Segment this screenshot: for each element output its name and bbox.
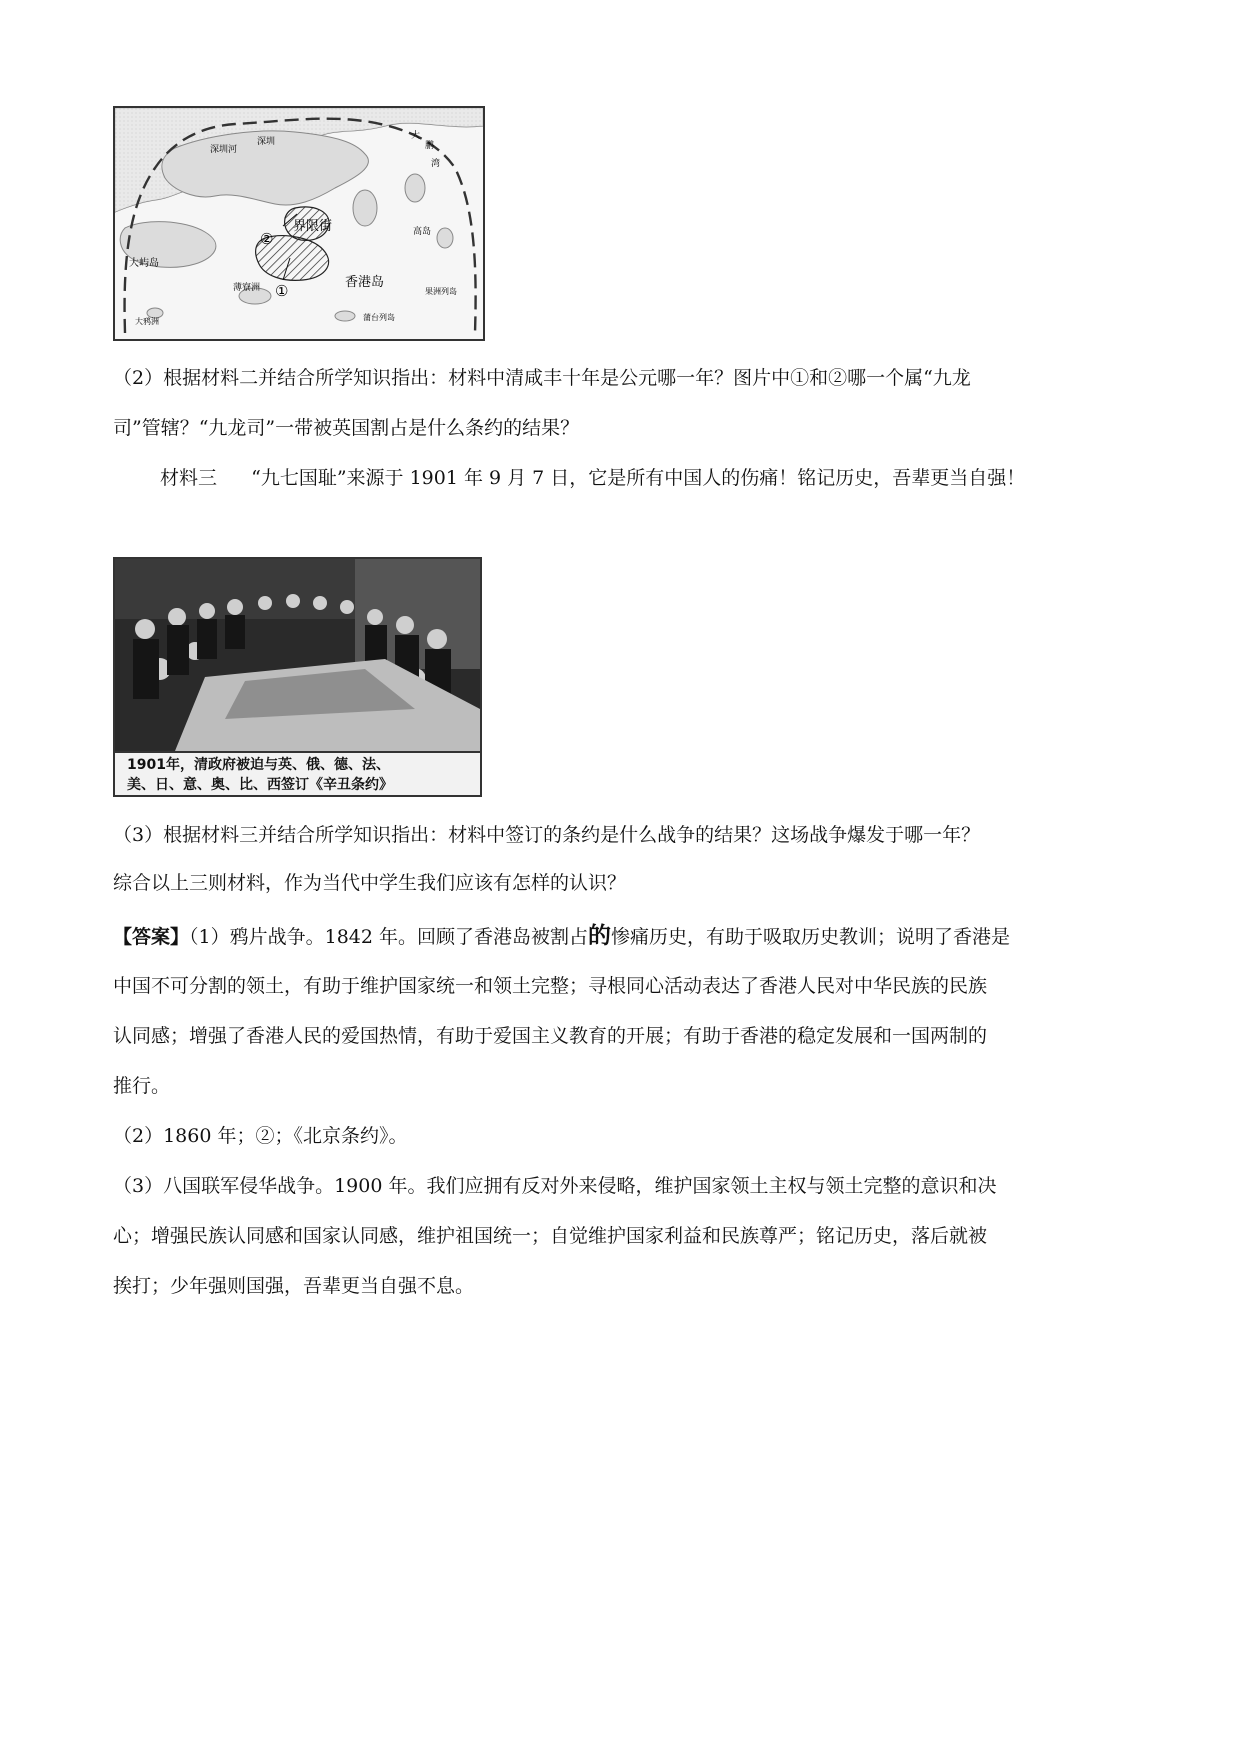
answer-1-line-4: 推行。 xyxy=(113,1075,171,1097)
label-boliaozhou: 薄寮洲 xyxy=(233,283,261,293)
material-3-text: “九七国耻”来源于 1901 年 9 月 7 日，它是所有中国人的伤痛！铭记历史，吾辈更当自强！ xyxy=(251,467,1026,489)
question-3-line-1: （3）根据材料三并结合所学知识指出：材料中签订的条约是什么战争的结果？这场战争爆发于哪一年？ xyxy=(113,824,981,846)
answer-2: （2）1860 年；②；《北京条约》。 xyxy=(113,1125,408,1147)
material-3 xyxy=(160,466,1025,490)
kowloon-map xyxy=(115,108,483,339)
label-shenzhen: 深圳 xyxy=(257,137,276,147)
label-marker-2: ② xyxy=(260,230,274,248)
label-gao-island: 高岛 xyxy=(413,227,432,237)
answer-3-line-2: 心；增强民族认同感和国家认同感，维护祖国统一；自觉维护国家利益和民族尊严；铭记历史，落后就被 xyxy=(113,1225,988,1247)
answer-1-line-3: 认同感；增强了香港人民的爱国热情，有助于爱国主义教育的开展；有助于香港的稳定发展和一国两制的 xyxy=(113,1025,988,1047)
label-marker-1: ① xyxy=(275,282,289,300)
label-hong-kong-island: 香港岛 xyxy=(345,275,385,290)
answer-label: 【答案】 xyxy=(113,926,190,948)
answer-1-text-a: （1）鸦片战争。1842 年。回顾了香港岛被割占 xyxy=(189,926,588,948)
photo-caption-line-1: 1901年，清政府被迫与英、俄、德、法、 xyxy=(127,757,390,773)
label-dayu-island: 大屿岛 xyxy=(129,258,159,269)
photo-caption-line-2: 美、日、意、奥、比、西签订《辛丑条约》 xyxy=(127,777,393,793)
label-jiexianjie: 界限街 xyxy=(293,219,333,234)
photo-caption xyxy=(115,751,480,795)
label-guozhou-islands: 果洲列岛 xyxy=(425,287,457,296)
label-dayazhou: 大鸦洲 xyxy=(135,317,159,326)
label-da: 大 xyxy=(411,131,421,141)
answer-1-line-1 xyxy=(113,924,1010,949)
question-2-line-2: 司”管辖？“九龙司”一带被英国割占是什么条约的结果？ xyxy=(113,417,580,439)
label-wan: 湾 xyxy=(431,159,441,169)
treaty-photo-image xyxy=(115,559,480,751)
material-3-label: 材料三 xyxy=(160,467,218,489)
label-peng: 鹏 xyxy=(425,141,435,151)
kowloon-map-figure xyxy=(113,106,485,341)
answer-1-line-2: 中国不可分割的领土，有助于维护国家统一和领土完整；寻根同心活动表达了香港人民对中华民族的民族 xyxy=(113,975,988,997)
question-3-line-2: 综合以上三则材料，作为当代中学生我们应该有怎样的认识？ xyxy=(113,872,627,894)
label-shenzhen-river: 深圳河 xyxy=(210,145,238,155)
question-2-line-1: （2）根据材料二并结合所学知识指出：材料中清咸丰十年是公元哪一年？图片中①和②哪一个属“九龙 xyxy=(113,367,971,389)
answer-1-text-b: 惨痛历史，有助于吸取历史教训；说明了香港是 xyxy=(611,926,1011,948)
answer-3-line-1: （3）八国联军侵华战争。1900 年。我们应拥有反对外来侵略，维护国家领土主权与领土完整的意识和决 xyxy=(113,1175,997,1197)
label-pingtai-islands: 蒲台列岛 xyxy=(363,313,395,322)
treaty-signing-photo xyxy=(113,557,482,797)
answer-1-text-de: 的 xyxy=(588,922,611,949)
answer-3-line-3: 挨打；少年强则国强，吾辈更当自强不息。 xyxy=(113,1275,475,1297)
